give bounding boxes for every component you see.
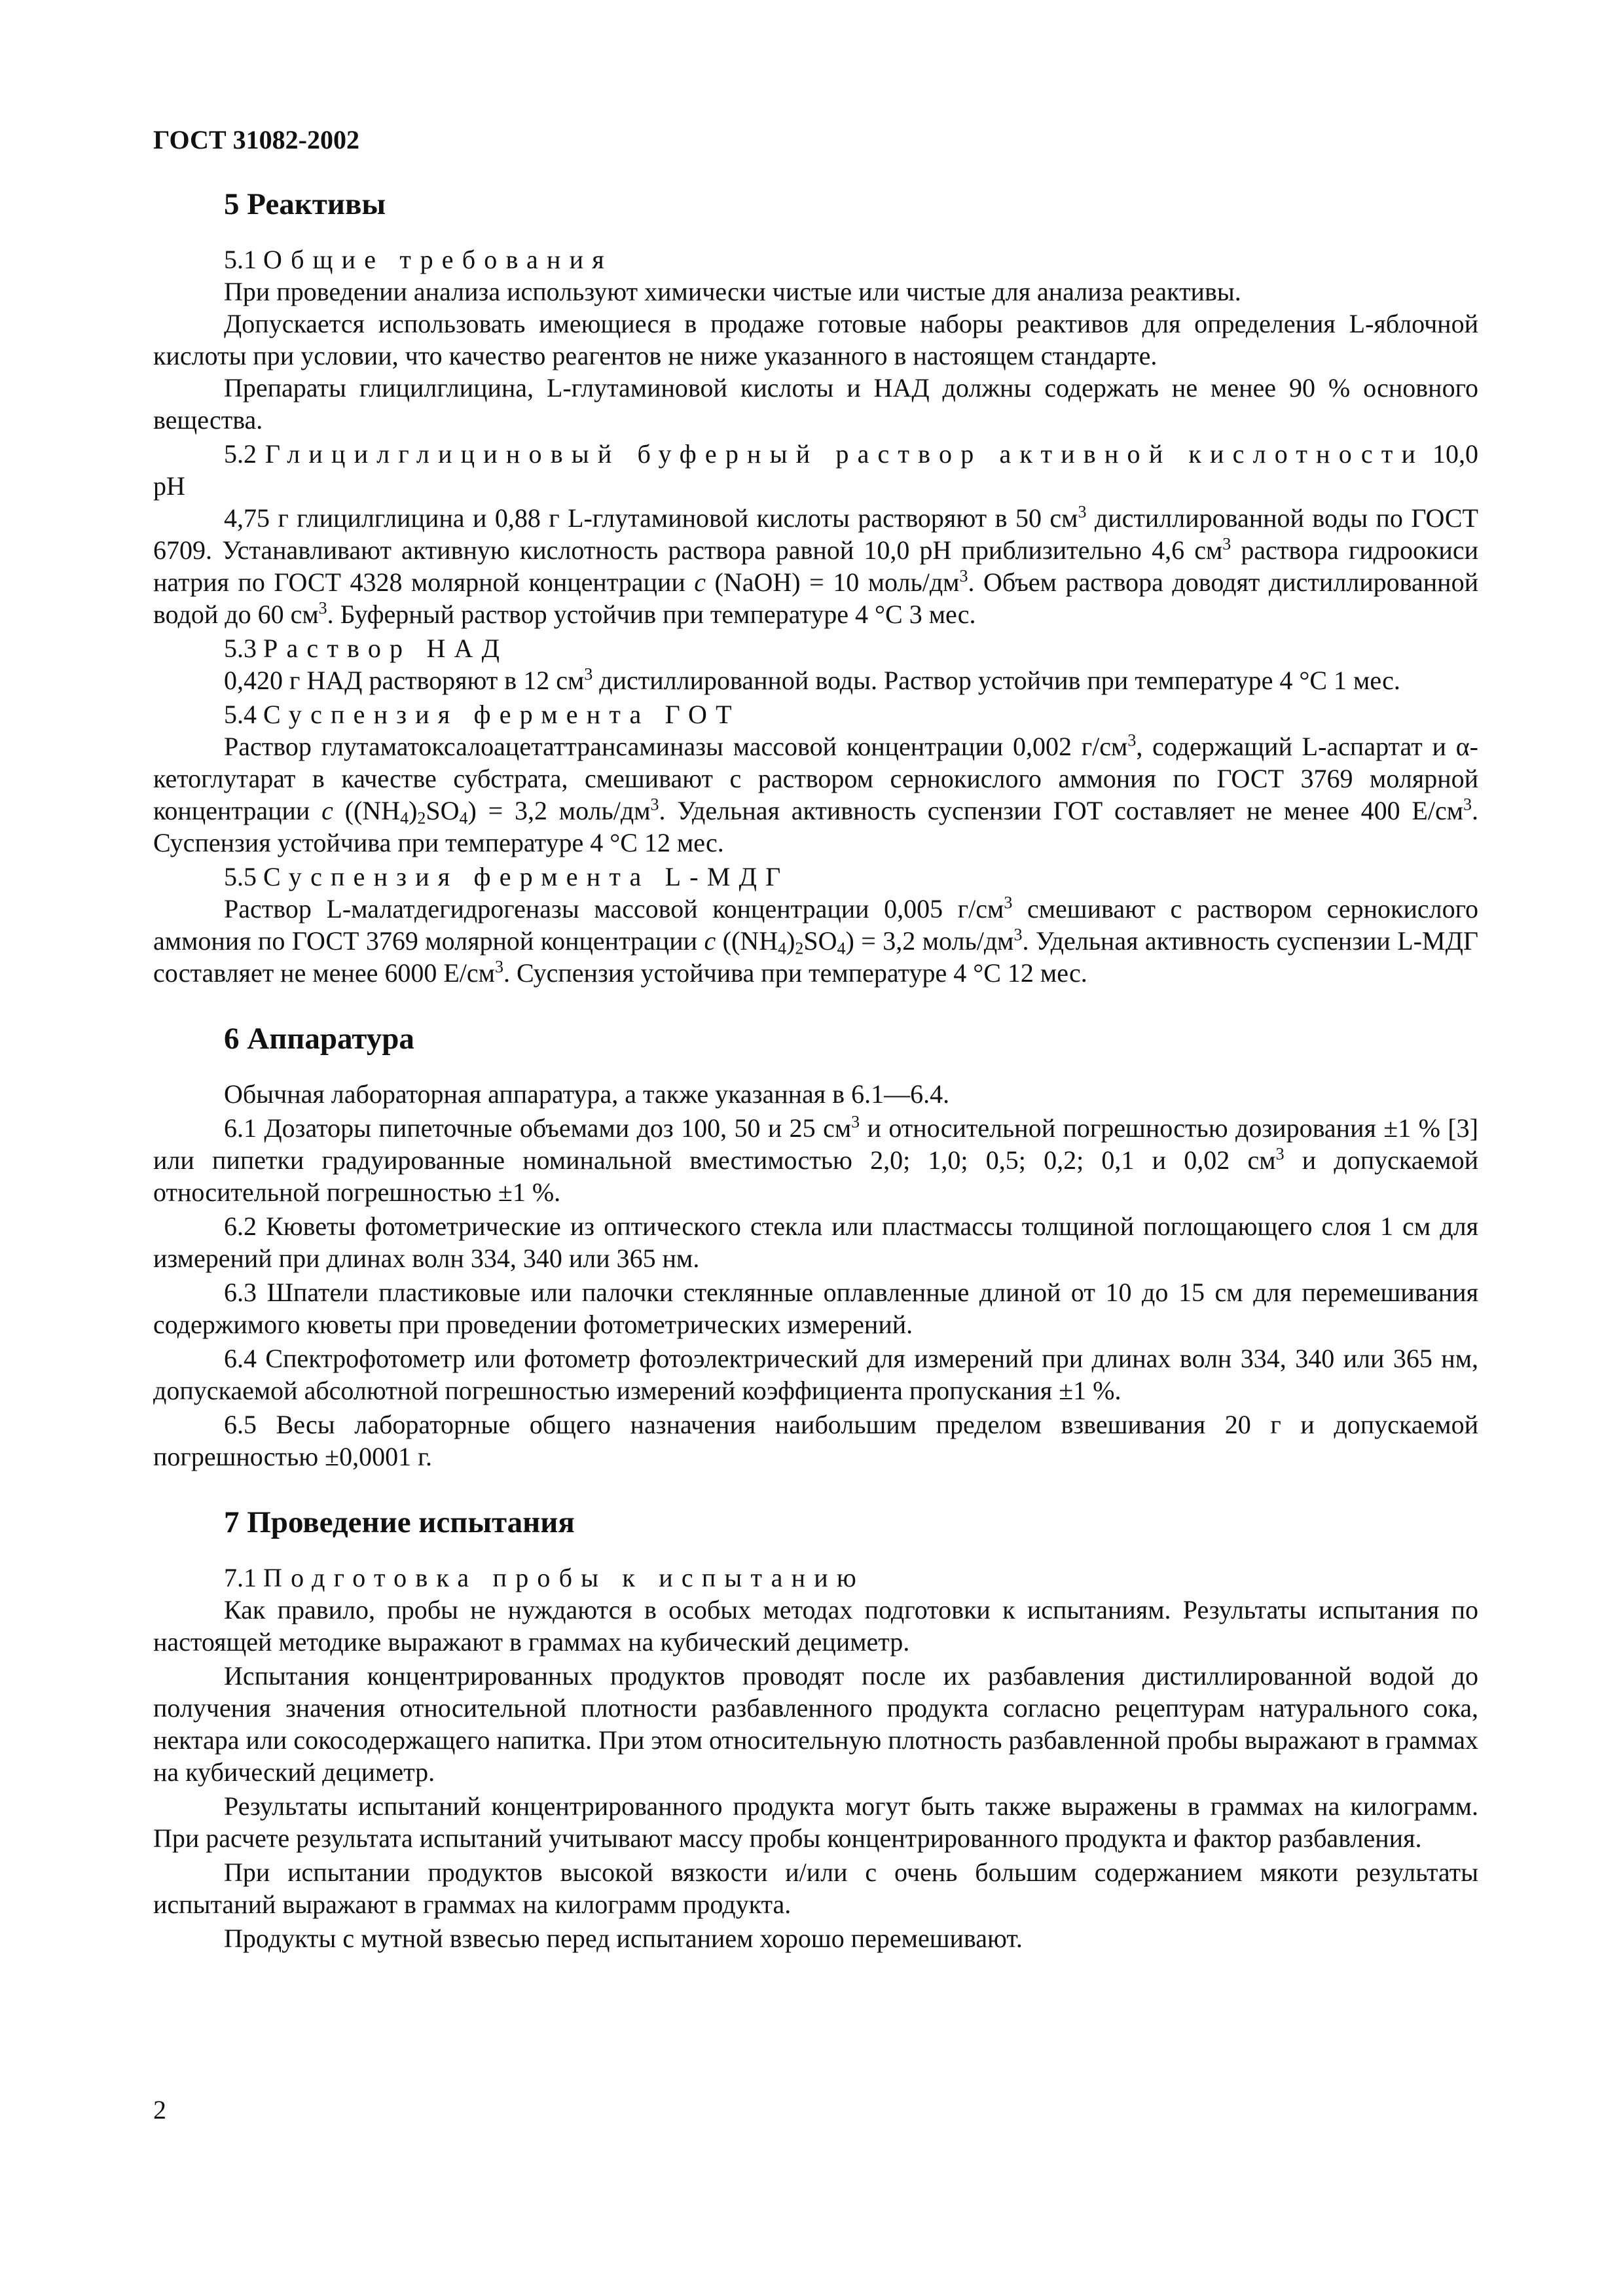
paragraph: Как правило, пробы не нуждаются в особых методах подготовки к испытаниям. Результаты испытания по настоящей методике выражают в граммах на кубический дециметр. [153,1595,1478,1657]
page-number: 2 [153,2095,166,2125]
subsection-7-1-title: 7.1 Подготовка пробы к испытанию [224,1563,865,1592]
section-7-heading: 7 Проведение испытания [224,1505,575,1539]
paragraph: Раствор глутаматоксалоацетаттрансаминазы массовой концентрации 0,002 $г/см^3$, содержащий L-аспартат и α-кетоглутарат в качестве субстрата, смешивают с раствором сернокислого аммония по ГОСТ 3769 молярной концентрации c $((NH_4)_2SO_4) = 3,2$ моль/$дм^3$. Удельная активность суспензии ГОТ составляет не менее 400 $Е/см^3$. Суспензия устойчива при температуре 4 °С 12 мес. [153,730,1479,857]
paragraph: 6.5 Весы лабораторные общего назначения наибольшим пределом взвешивания 20 г и допускаемой погрешностью ±0,0001 г. [153,1410,1478,1471]
paragraph: 6.3 Шпатели пластиковые или палочки стеклянные оплавленные длиной от 10 до 15 см для перемешивания содержимого кюветы при проведении фотометрических измерений. [153,1278,1478,1339]
section-6-heading: 6 Аппаратура [224,1022,414,1056]
document-body [153,185,1478,1954]
paragraph: 0,420 г НАД растворяют в 12 $см^3$ дистиллированной воды. Раствор устойчив при температуре 4 °С 1 мес. [224,664,1400,695]
paragraph: 6.2 Кюветы фотометрические из оптического стекла или пластмассы толщиной поглощающего слоя 1 см для измерений при длинах волн 334, 340 или 365 нм. [153,1211,1478,1273]
paragraph: 6.4 Спектрофотометр или фотометр фотоэлектрический для измерений при длинах волн 334, 340 или 365 нм, допускаемой абсолютной погрешностью измерений коэффициента пропускания ±1 %. [153,1344,1478,1405]
paragraph: При испытании продуктов высокой вязкости и/или с очень большим содержанием мякоти результаты испытаний выражают в граммах на килограмм продукта. [153,1857,1478,1919]
subsection-5-4-title: 5.4 Суспензия фермента ГОТ [224,700,740,729]
paragraph: 4,75 г глицилглицина и 0,88 г L-глутаминовой кислоты растворяют в 50 $см^3$ дистиллированной воды по ГОСТ 6709. Устанавливают активную кислотность раствора равной 10,0 pH приблизительно 4,6 $см^3$ раствора гидроокиси натрия по ГОСТ 4328 молярной концентрации c (NaOH) = 10 моль/$дм^3$. Объем раствора доводят дистиллированной водой до 60 $см^3$. Буферный раствор устойчив при температуре 4 °С 3 мес. [153,502,1478,629]
subsection-5-3-title: 5.3 Раствор НАД [224,634,509,663]
paragraph: При проведении анализа используют химически чистые или чистые для анализа реактивы. [224,277,1241,306]
document-code: ГОСТ 31082-2002 [153,125,359,154]
paragraph: Раствор L-малатдегидрогеназы массовой концентрации 0,005 $г/см^3$ смешивают с раствором сернокислого аммония по ГОСТ 3769 молярной концентрации c $((NH_4)_2SO_4) = 3,2$ моль/$дм^3$. Удельная активность суспензии L-МДГ составляет не менее 6000 $Е/см^3$. Суспензия устойчива при температуре 4 °С 12 мес. [153,893,1478,988]
section-5-heading: 5 Реактивы [224,187,386,221]
paragraph: Допускается использовать имеющиеся в продаже готовые наборы реактивов для определения L-яблочной кислоты при условии, что качество реагентов не ниже указанного в настоящем стандарте. [153,309,1478,370]
paragraph: Испытания концентрированных продуктов проводят после их разбавления дистиллированной водой до получения значения относительной плотности разбавленного продукта согласно рецептурам натурального сока, нектара или сокосодержащего напитка. При этом относительную плотность разбавленной пробы выражают в граммах на кубический дециметр. [153,1661,1478,1787]
subsection-5-2-title: 5.2 Глицилглициновый буферный раствор активной кислотности 10,0 pH [153,439,1479,501]
paragraph: Обычная лабораторная аппаратура, а также указанная в 6.1—6.4. [224,1079,950,1109]
paragraph: Продукты с мутной взвесью перед испытанием хорошо перемешивают. [224,1924,1023,1953]
paragraph: 6.1 Дозаторы пипеточные объемами доз 100, 50 и 25 $см^3$ и относительной погрешностью дозирования ±1 % [3] или пипетки градуированные номинальной вместимостью 2,0; 1,0; 0,5; 0,2; 0,1 и 0,02 $см^3$ и допускаемой относительной погрешностью ±1 %. [153,1112,1478,1207]
paragraph: Препараты глицилглицина, L-глутаминовой кислоты и НАД должны содержать не менее 90 % основного вещества. [153,373,1478,435]
subsection-5-1-title: 5.1 Общие требования [224,245,613,274]
paragraph: Результаты испытаний концентрированного продукта могут быть также выражены в граммах на килограмм. При расчете результата испытаний учитывают массу пробы концентрированного продукта и фактор разбавления. [153,1791,1478,1853]
subsection-5-5-title: 5.5 Суспензия фермента L-МДГ [224,862,790,891]
